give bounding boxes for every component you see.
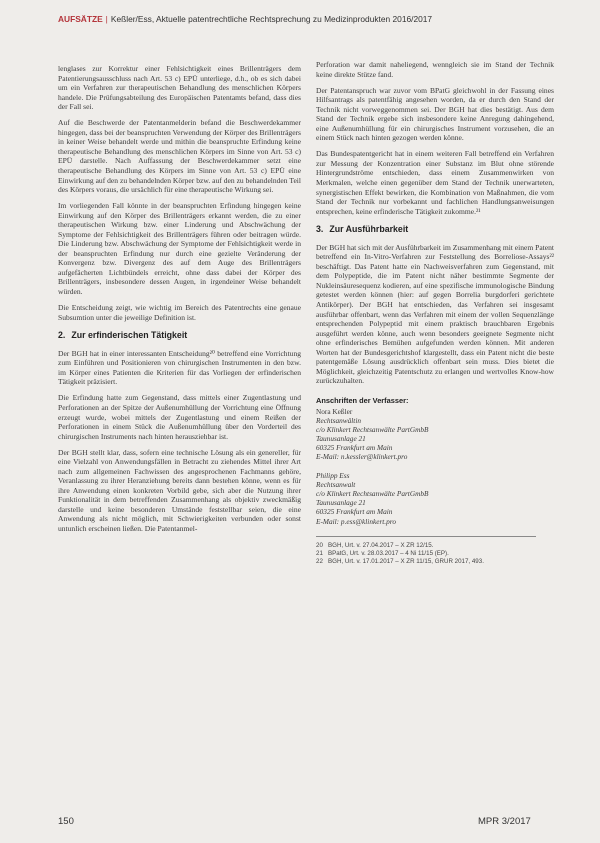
running-head [58,14,548,24]
author-email: E-Mail: n.kessler@klinkert.pro [316,451,408,461]
section-heading [316,225,554,235]
author-name: Nora Keßler [316,406,353,416]
address-title: Anschriften der Verfasser: [316,395,409,405]
paragraph: Auf die Beschwerde der Patentanmelderin befand die Beschwerdekammer hingegen, dass bei der beanspruchten Verwendung der Körper des Brillenträgers in keiner Weise behandelt werde und mithin die beanspruchte Erfindung keine therapeutische Behandlung des menschlichen Körpers im Sinne von Art. 53 c) EPÜ darstelle. Nach Auffassung der Beschwerdekammer setzt eine therapeutische Behandlung des Körpers im Sinne von Art. 53 c) EPÜ eine Einwirkung auf den zu behandelnden Körper bzw. auf den zu behandelnden Teil des Körpers voraus, die ursächlich für eine therapeutische Wirkung sei. [58,118,301,195]
section-number: 3. [316,224,324,235]
author-firm: c/o Klinkert Rechtsanwälte PartGmbB [316,424,429,434]
paragraph: Der Patentanspruch war zuvor vom BPatG gleichwohl in der Fassung eines Hilfsantrags als patentfähig angesehen worden, da er durch den Stand der Technik nicht vorweggenommen sei. Der BGH hat dies bestätigt. Aus dem Stand der Technik ergebe sich insbesondere keine Anregung dahingehend, eine Außenumhüllung für ein chirurgisches Instrument vorzusehen, die an einem Stück nach hinten gezogen werden könne. [316,85,554,143]
page-number: 150 [58,816,74,827]
footnote-divider [316,536,536,537]
author-firm: c/o Klinkert Rechtsanwälte PartGmbB [316,489,429,499]
footnote [316,558,554,566]
section-title: Zur erfinderischen Tätigkeit [71,330,188,341]
paragraph: Der BGH hat in einer interessanten Entscheidung²⁰ betreffend eine Vorrichtung zum Einführen und Positionieren von chirurgischen Instrumenten in den bzw. im Körper eines Patienten die Kriterien für das Vorliegen der erfinderischen Tätigkeit präzisiert. [58,348,301,387]
paragraph: lenglases zur Korrektur einer Fehlsichtigkeit eines Brillenträgers dem Patentierungsausschluss nach Art. 53 c) EPÜ unterliege, d.h., ob es sich dabei um ein Verfahren zur therapeutischen Behandlung des menschlichen Körpers handele. Die Prüfungsabteilung des Europäischen Patentamts befand, dass dies der Fall sei. [58,64,301,112]
footnote-number: 21 [316,549,323,557]
paragraph: Perforation war damit naheliegend, wenngleich sie im Stand der Technik keine direkte Stütze fand. [316,60,554,79]
paragraph: Der BGH hat sich mit der Ausführbarkeit im Zusammenhang mit einem Patent betreffend ein In-Vitro-Verfahren zur Feststellung des Borreliose-Assays²² beschäftigt. Das Patent hatte ein Nachweisverfahren zum Gegenstand, mit dem Polypeptide, die im Patent nicht näher bestimmte Segmente der Nukleinsäuresequenz kodieren, auf eine spezifische immunologische Bindung getestet werden können (hier: auf gegen Borrelia burgdorferi gerichtete Antikörper). Der BGH hat entschieden, das Verfahren sei insgesamt ausführbar offenbart, wenn das Verfahren mit einem der vollen Sequenzlänge entsprechenden Polypeptid mit einem praktisch brauchbaren Ergebnis ausgeführt werden könne, auch wenn besonders geeignete Segmente nicht ohne erfinderisches Bemühen aufgefunden werden können. Mit anderen Worten hat der Bundesgerichtshof klargestellt, dass ein Patent nicht die beste patentgemäße Lösung ausdrücklich offenbart sein muss. Dies bietet die Möglichkeit, gleichzeitig Patentschutz zu erlangen und wertvolles Know-how zurückzuhalten. [316,242,554,386]
section-heading [58,331,301,341]
paragraph: Im vorliegenden Fall könnte in der beanspruchten Erfindung hingegen keine Einwirkung auf den Körper des Brillenträgers erkannt werden, die zu einer therapeutischen Wirkung bzw. einer Linderung und Abschwächung der Symptome der Fehlsichtigkeit des Brillenträgers führen oder beitragen würde. Die Linderung bzw. Abschwächung der Symptome der Fehlsichtigkeit werde in der beanspruchten Erfindung nur durch eine gezielte Veränderung der Konvergenz bzw. Divergenz des auf dem Auge des Brillenträgers aufgefächerten Lichtbündels erreicht, ohne dass dabei der Körper des Brillenträgers, insbesondere dessen Augen, in irgendeiner Weise behandelt würden. [58,201,301,297]
running-head-separator: | [105,14,108,24]
right-column [316,60,554,566]
author-role: Rechtsanwalt [316,480,356,490]
footnote-number: 20 [316,541,323,549]
author-role: Rechtsanwältin [316,415,361,425]
running-head-section: AUFSÄTZE [58,14,103,24]
author-address [316,407,554,462]
running-head-title: Keßler/Ess, Aktuelle patentrechtliche Rechtsprechung zu Medizinprodukten 2016/2017 [110,14,433,24]
section-title: Zur Ausführbarkeit [329,224,409,235]
paragraph: Die Erfindung hatte zum Gegenstand, dass mittels einer Zugentlastung und Perforationen an der Spitze der Außenumhüllung der Vorrichtung eine Öffnung erzeugt wurde, wobei mittels der Zugentlastung und einem Reißen der Perforationen in einem Stück die Außenumhüllung über den Vorderteil des chirurgischen Instruments nach hinten herausziehbar ist. [58,393,301,441]
author-email: E-Mail: p.ess@klinkert.pro [316,516,397,526]
footnote [316,550,554,558]
author-city: 60325 Frankfurt am Main [316,442,393,452]
footnote-text: BGH, Urt. v. 27.04.2017 – X ZR 12/15. [328,541,434,549]
section-number: 2. [58,330,66,341]
author-city: 60325 Frankfurt am Main [316,507,393,517]
author-name: Philipp Ess [316,471,350,481]
left-column [58,64,301,540]
paragraph: Der BGH stellt klar, dass, sofern eine technische Lösung als ein genereller, für eine Vielzahl von Anwendungsfällen in Betracht zu ziehendes Mittel ihrer Art nach zum allgemeinen Fachwissen des angesprochenen Fachmanns gehöre, Veranlassung zu ihrer Heranziehung bereits dann bestehen könne, wenn es für ihre Anwendung einen konkreten Vorbild gebe, sich aber die Nutzung ihrer Funktionalität in dem betreffenden Zusammenhang als objektiv zweckmäßig darstelle und keine besonderen Umstände feststellbar seien, die eine Anwendung als nicht möglich, mit Schwierigkeiten verbunden oder sonst untunlich erscheinen ließen. Die Patentanmel- [58,447,301,534]
author-street: Taunusanlage 21 [316,433,366,443]
footnote-text: BGH, Urt. v. 17.01.2017 – X ZR 11/15, GRUR 2017, 493. [328,557,484,565]
author-street: Taunusanlage 21 [316,498,366,508]
footnote-text: BPatG, Urt. v. 28.03.2017 – 4 Ni 11/15 (EP). [328,549,449,557]
footnote [316,542,554,550]
paragraph: Die Entscheidung zeigt, wie wichtig im Bereich des Patentrechts eine genaue Subsumtion unter die jeweilige Definition ist. [58,303,301,322]
author-address [316,471,554,526]
journal-reference: MPR 3/2017 [478,816,531,827]
footnote-number: 22 [316,557,323,565]
paragraph: Das Bundespatentgericht hat in einem weiteren Fall betreffend ein Verfahren zur Messung der Konzentration einer Substanz im Blut ohne störende Hintergrundströme entschieden, dass einem Zusammenwirken von Merkmalen, welche einen gegenüber dem Stand der Technik unerwarteten, synergistischen Effekt bewirken, die Kombination von Maßnahmen, die vom Stand der Technik nur vorbekannt und fachlichen Handlungsanweisungen entsprechen, keine erfinderische Tätigkeit zukomme.²¹ [316,149,554,216]
